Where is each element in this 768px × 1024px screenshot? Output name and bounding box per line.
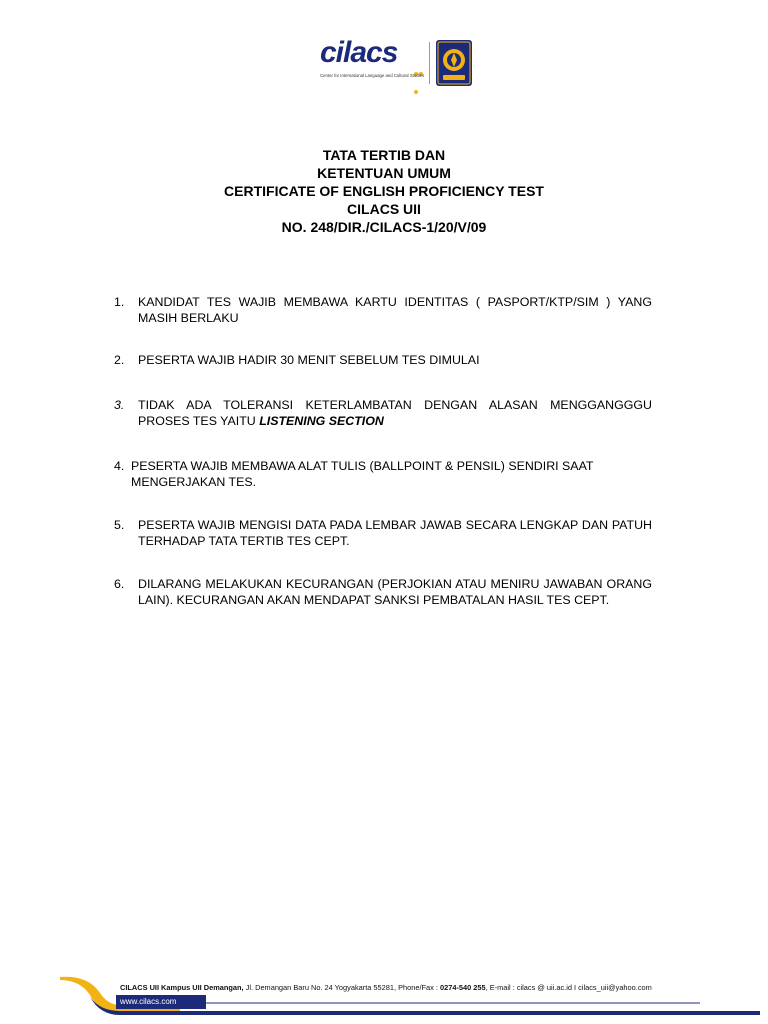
rule-text-emphasis: LISTENING SECTION <box>259 414 384 428</box>
footer-address-text: Jl. Demangan Baru No. 24 Yogyakarta 55281, Phone/Fax : <box>243 983 440 992</box>
rule-number: 3. <box>114 398 125 412</box>
rule-number: 6. <box>114 577 125 591</box>
rule-text: PESERTA WAJIB HADIR 30 MENIT SEBELUM TES DIMULAI <box>138 353 480 367</box>
logo-divider <box>429 42 430 84</box>
logo-wordmark: cilacs <box>320 36 398 69</box>
document-title <box>0 146 768 236</box>
logo-subtitle: Center for International Language and Cultural Studies <box>320 73 425 78</box>
rule-text: PESERTA WAJIB MENGISI DATA PADA LEMBAR JAWAB SECARA LENGKAP DAN PATUH TERHADAP TATA TERTIB TES CEPT. <box>138 518 652 548</box>
rule-text-main: TIDAK ADA TOLERANSI KETERLAMBATAN DENGAN ALASAN MENGGANGGGU PROSES TES YAITU <box>138 398 652 428</box>
rule-number: 2. <box>114 353 125 367</box>
rule-text <box>138 397 652 429</box>
footer-website: www.cilacs.com <box>120 997 177 1006</box>
title-line-4: CILACS UII <box>347 201 421 217</box>
rule-text: PESERTA WAJIB MEMBAWA ALAT TULIS (BALLPOINT & PENSIL) SENDIRI SAAT <box>131 459 594 473</box>
title-line-3: CERTIFICATE OF ENGLISH PROFICIENCY TEST <box>224 183 544 199</box>
rule-text-continued: MENGERJAKAN TES. <box>131 475 257 489</box>
footer-address <box>120 983 652 992</box>
rule-text: DILARANG MELAKUKAN KECURANGAN (PERJOKIAN ATAU MENIRU JAWABAN ORANG LAIN). KECURANGAN AKAN MENDAPAT SANKSI PEMBATALAN HASIL TES CEPT. <box>138 577 652 607</box>
rule-text: KANDIDAT TES WAJIB MEMBAWA KARTU IDENTITAS ( PASPORT/KTP/SIM ) YANG MASIH BERLAKU <box>138 295 652 325</box>
footer-phone: 0274-540 255 <box>440 983 486 992</box>
title-line-2: KETENTUAN UMUM <box>317 165 451 181</box>
rule-number: 4. <box>114 459 125 473</box>
title-line-5: NO. 248/DIR./CILACS-1/20/V/09 <box>281 219 487 235</box>
uii-seal-icon <box>434 38 474 88</box>
footer-email: , E-mail : cilacs @ uii.ac.id I cilacs_uii@yahoo.com <box>485 983 652 992</box>
cilacs-logo <box>318 38 478 88</box>
rule-number: 1. <box>114 295 125 309</box>
logo-dots <box>414 63 428 69</box>
footer-org: CILACS UII Kampus UII Demangan, <box>120 983 244 992</box>
rule-number: 5. <box>114 518 125 532</box>
title-line-1: TATA TERTIB DAN <box>322 147 446 163</box>
